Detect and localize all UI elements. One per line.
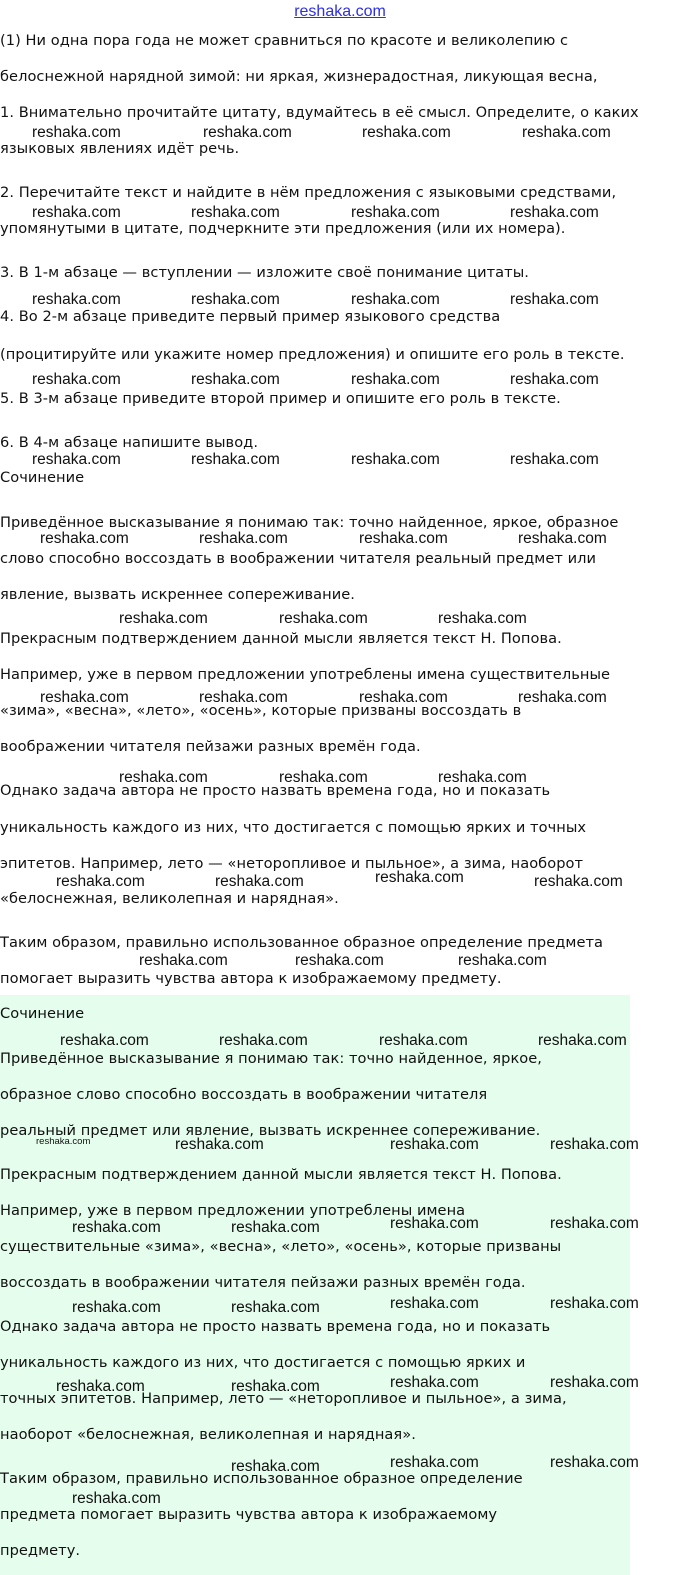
essay-box-line: Однако задача автора не просто назвать времена года, но и показать [0,1318,551,1335]
watermark: reshaka.com [203,124,292,141]
watermark: reshaka.com [351,204,440,221]
watermark: reshaka.com [191,291,280,308]
essay-box-line: Таким образом, правильно использованное образное определение [0,1470,523,1487]
watermark: reshaka.com [550,1136,639,1153]
essay-box-line: Прекрасным подтверждением данной мысли является текст Н. Попова. [0,1166,562,1183]
step-1-line-2: языковых явлениях идёт речь. [0,140,240,157]
essay-line: «зима», «весна», «лето», «осень», которые призваны воссоздать в [0,702,522,719]
watermark: reshaka.com [231,1378,320,1395]
essay-line: Таким образом, правильно использованное образное определение предмета [0,934,604,951]
essay-line: явление, вызвать искреннее сопереживание. [0,586,355,603]
watermark: reshaka.com [351,451,440,468]
step-6-line-1: 6. В 4-м абзаце напишите вывод. [0,434,259,451]
watermark: reshaka.com [119,769,208,786]
watermark: reshaka.com [191,371,280,388]
watermark: reshaka.com [390,1295,479,1312]
watermark: reshaka.com [40,689,129,706]
watermark: reshaka.com [550,1454,639,1471]
essay-box-line: Приведённое высказывание я понимаю так: точно найденное, яркое, [0,1050,542,1067]
essay-line: воображении читателя пейзажи разных времён года. [0,738,421,755]
watermark: reshaka.com [199,689,288,706]
essay-line: помогает выразить чувства автора к изображаемому предмету. [0,970,502,987]
watermark: reshaka.com [60,1032,149,1049]
watermark: reshaka.com [72,1219,161,1236]
essay-line: «белоснежная, великолепная и нарядная». [0,890,339,907]
watermark: reshaka.com [72,1490,161,1507]
quote-line-2: белоснежной нарядной зимой: ни яркая, жизнерадостная, ликующая весна, [0,68,598,85]
watermark: reshaka.com [390,1454,479,1471]
watermark: reshaka.com [522,124,611,141]
watermark: reshaka.com [219,1032,308,1049]
essay-box-line: предмету. [0,1542,81,1559]
essay-line: слово способно воссоздать в воображении читателя реальный предмет или [0,550,597,567]
watermark: reshaka.com [550,1215,639,1232]
essay-line: Однако задача автора не просто назвать времена года, но и показать [0,782,551,799]
essay-line: Например, уже в первом предложении употреблены имена существительные [0,666,611,683]
watermark: reshaka.com [351,371,440,388]
watermark: reshaka.com [390,1136,479,1153]
watermark: reshaka.com [56,1378,145,1395]
watermark: reshaka.com [458,952,547,969]
essay-box-line: предмета помогает выразить чувства автора к изображаемому [0,1506,498,1523]
watermark: reshaka.com [231,1299,320,1316]
watermark: reshaka.com [32,371,121,388]
watermark: reshaka.com [510,291,599,308]
watermark: reshaka.com [175,1136,264,1153]
watermark: reshaka.com [550,1374,639,1391]
step-4-line-1: 4. Во 2-м абзаце приведите первый пример языкового средства [0,308,501,325]
essay-box-line: реальный предмет или явление, вызвать искреннее сопереживание. [0,1122,541,1139]
watermark: reshaka.com [390,1215,479,1232]
watermark: reshaka.com [538,1032,627,1049]
watermark: reshaka.com [351,291,440,308]
step-4-line-2: (процитируйте или укажите номер предложения) и опишите его роль в тексте. [0,346,625,363]
watermark: reshaka.com [36,1136,91,1147]
essay-box-line: воссоздать в воображении читателя пейзажи разных времён года. [0,1274,526,1291]
essay-line: Прекрасным подтверждением данной мысли является текст Н. Попова. [0,630,562,647]
step-1-line-1: 1. Внимательно прочитайте цитату, вдумайтесь в её смысл. Определите, о каких [0,104,639,121]
watermark: reshaka.com [362,124,451,141]
step-2-line-2: упомянутыми в цитате, подчеркните эти предложения (или их номера). [0,220,566,237]
watermark: reshaka.com [191,204,280,221]
watermark: reshaka.com [379,1032,468,1049]
step-3-line-1: 3. В 1-м абзаце — вступлении — изложите своё понимание цитаты. [0,264,529,281]
essay-box-line: уникальность каждого из них, что достигается с помощью ярких и [0,1354,526,1371]
watermark: reshaka.com [359,530,448,547]
watermark: reshaka.com [375,869,464,886]
essay-line: уникальность каждого из них, что достигается с помощью ярких и точных [0,819,587,836]
watermark: reshaka.com [40,530,129,547]
site-link[interactable]: reshaka.com [294,3,386,20]
step-5-line-1: 5. В 3-м абзаце приведите второй пример и опишите его роль в тексте. [0,390,561,407]
watermark: reshaka.com [139,952,228,969]
watermark: reshaka.com [550,1295,639,1312]
watermark: reshaka.com [56,873,145,890]
essay-box-title: Сочинение [0,1005,85,1022]
essay-title: Сочинение [0,469,85,486]
watermark: reshaka.com [199,530,288,547]
watermark: reshaka.com [32,451,121,468]
watermark: reshaka.com [295,952,384,969]
watermark: reshaka.com [32,291,121,308]
watermark: reshaka.com [438,610,527,627]
step-2-line-1: 2. Перечитайте текст и найдите в нём предложения с языковыми средствами, [0,184,617,201]
essay-box-line: точных эпитетов. Например, лето — «неторопливое и пыльное», а зима, [0,1390,567,1407]
watermark: reshaka.com [279,610,368,627]
essay-line: эпитетов. Например, лето — «неторопливое и пыльное», а зима, наоборот [0,855,584,872]
watermark: reshaka.com [359,689,448,706]
watermark: reshaka.com [390,1374,479,1391]
watermark: reshaka.com [32,204,121,221]
watermark: reshaka.com [510,451,599,468]
watermark: reshaka.com [72,1299,161,1316]
watermark: reshaka.com [231,1219,320,1236]
essay-box-line: наоборот «белоснежная, великолепная и нарядная». [0,1426,416,1443]
watermark: reshaka.com [215,873,304,890]
essay-line: Приведённое высказывание я понимаю так: точно найденное, яркое, образное [0,514,619,531]
watermark: reshaka.com [510,371,599,388]
watermark: reshaka.com [510,204,599,221]
watermark: reshaka.com [534,873,623,890]
watermark: reshaka.com [32,124,121,141]
watermark: reshaka.com [518,689,607,706]
watermark: reshaka.com [119,610,208,627]
watermark: reshaka.com [191,451,280,468]
essay-box-line: существительные «зима», «весна», «лето», «осень», которые призваны [0,1238,562,1255]
watermark: reshaka.com [279,769,368,786]
watermark: reshaka.com [231,1458,320,1475]
watermark: reshaka.com [438,769,527,786]
essay-box-line: образное слово способно воссоздать в воображении читателя [0,1086,488,1103]
essay-box-line: Например, уже в первом предложении употреблены имена [0,1202,466,1219]
quote-line-1: (1) Ни одна пора года не может сравниться по красоте и великолепию с [0,32,569,49]
watermark: reshaka.com [518,530,607,547]
